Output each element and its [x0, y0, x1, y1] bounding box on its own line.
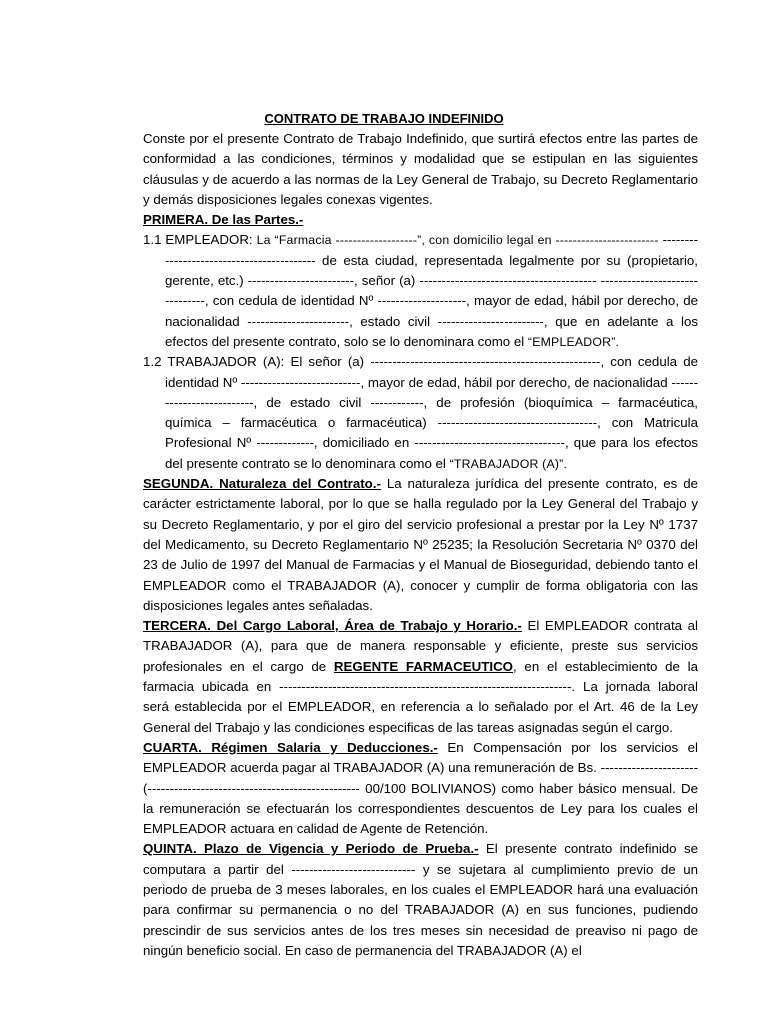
clause-cuarta-text: En Compensación por los servicios el EMPLEADOR acuerda pagar al TRABAJADOR (A) una remuneración de Bs. ---------------------- (------------------------------------------------ 00/100 BOLIVIANOS) como haber básico mensual. De la remuneración se efectuarán los correspondientes descuentos de Ley para los cuales el EMPLEADOR actuara en calidad de Agente de Retención.: [143, 739, 698, 837]
clause-primera-heading: PRIMERA. De las Partes.-: [143, 212, 304, 228]
clause-tercera: [143, 616, 698, 738]
document-title: CONTRATO DE TRABAJO INDEFINIDO: [264, 111, 504, 126]
clause-tercera-heading: TERCERA. Del Cargo Laboral, Área de Trabajo y Horario.-: [143, 618, 522, 634]
clause-primera-item-1: [143, 230, 698, 352]
clause-cuarta-heading: CUARTA. Régimen Salaria y Deducciones.-: [143, 739, 438, 755]
clause-segunda: [143, 474, 698, 616]
clause-segunda-heading: SEGUNDA. Naturaleza del Contrato.-: [143, 476, 381, 492]
clause-tercera-text-b: , en el establecimiento de la farmacia ubicada en ------------------------------------------------------------------. La jornada laboral será establecida por el EMPLEADOR, en referencia a lo señalado por el Art. 46 de la Ley General del Trabajo y las condiciones especificas de las tareas asignadas según el cargo.: [143, 658, 698, 735]
clause-quinta-text: El presente contrato indefinido se computara a partir del ---------------------------- y se sujetara al cumplimiento previo de un periodo de prueba de 3 meses laborales, en los cuales el EMPLEADOR hará una evaluación para confirmar su permanencia o no del TRABAJADOR (A) en sus funciones, pudiendo prescindir de sus servicios antes de los tres meses sin necesidad de preaviso ni pago de ningún beneficio social. En caso de permanencia del TRABAJADOR (A) el: [143, 841, 698, 958]
clause-primera-item-2: [143, 352, 698, 474]
clause-tercera-text-a: El EMPLEADOR contrata al TRABAJADOR (A), para que de manera responsable y eficiente, preste sus servicios profesionales en el cargo de: [143, 618, 698, 674]
item-2-trabajador-term: “TRABAJADOR (A)”.: [449, 456, 568, 471]
clause-tercera-emphasis: REGENTE FARMACEUTICO: [333, 658, 514, 674]
clause-quinta: [143, 839, 698, 961]
document-body: [143, 129, 698, 961]
item-1-text: ------------------------------------------ de esta ciudad, representada legalmente por su (propietario, gerente, etc.) ------------------------, señor (a) ---------------------------------------- -------------------------------, con cedula de identidad Nº --------------------, mayor de edad, hábil por derecho, de nacionalidad -----------------------, estado civil ------------------------, que en adelante a los efectos del presente contrato, solo se lo denominara como el: [165, 232, 698, 349]
item-1-farmacia: La “Farmacia -------------------”, con domicilio legal en ------------------------: [256, 233, 659, 248]
clause-segunda-text: La naturaleza jurídica del presente contrato, es de carácter estrictamente laboral, por lo que se halla regulado por la Ley General del Trabajo y su Decreto Reglamentario, y por el giro del servicio profesional a prestar por la Ley Nº 1737 del Medicamento, su Decreto Reglamentario Nº 25235; la Resolución Secretaria Nº 0370 del 23 de Julio de 1997 del Manual de Farmacias y el Manual de Bioseguridad, debiendo tanto el EMPLEADOR como el TRABAJADOR (A), conocer y cumplir de forma obligatoria con las disposiciones legales antes señaladas.: [143, 476, 699, 613]
clause-quinta-heading: QUINTA. Plazo de Vigencia y Periodo de Prueba.-: [143, 841, 479, 857]
item-1-label: 1.1 EMPLEADOR:: [143, 232, 257, 248]
item-2-text: 1.2 TRABAJADOR (A): El señor (a) ----------------------------------------------------, con cedula de identidad Nº ---------------------------, mayor de edad, hábil por derecho, de nacionalidad --------------------------, de estado civil ------------, de profesión (bioquímica – farmacéutica, química – farmacéutica o farmacéutica) ------------------------------------, con Matricula Profesional Nº -------------, domiciliado en ----------------------------------, que para los efectos del presente contrato se lo denominara como el: [143, 354, 698, 471]
item-1-empleador-term: “EMPLEADOR”.: [527, 334, 620, 349]
clause-cuarta: [143, 738, 698, 839]
intro-paragraph: Conste por el presente Contrato de Trabajo Indefinido, que surtirá efectos entre las partes de conformidad a las condiciones, términos y modalidad que se estipulan en las siguientes cláusulas y de acuerdo a las normas de la Ley General de Trabajo, su Decreto Reglamentario y demás disposiciones legales conexas vigentes.: [143, 131, 698, 207]
